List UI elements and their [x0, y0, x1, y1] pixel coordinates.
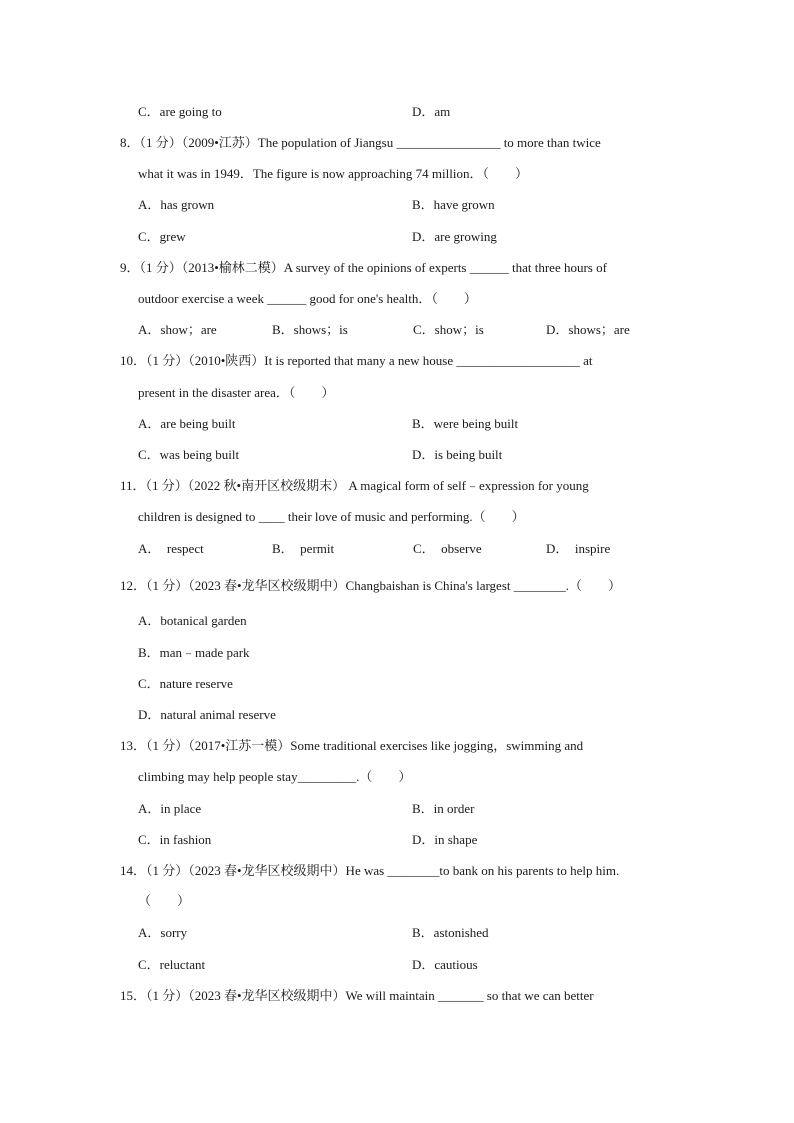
q8-options-cd	[0, 228, 794, 246]
q7-option-c: C．are going to	[138, 104, 222, 119]
q8-stem-2: what it was in 1949．The figure is now approaching 74 million．（ ）	[138, 166, 528, 181]
q10-options-cd	[0, 446, 794, 464]
q9-stem-2: outdoor exercise a week ______ good for one's health．（ ）	[138, 291, 477, 306]
q10-option-b: B．were being built	[412, 416, 519, 431]
q7-options-cd	[0, 103, 794, 121]
q14-option-c: C．reluctant	[138, 957, 206, 972]
q10-stem-2: present in the disaster area．（ ）	[138, 385, 335, 400]
q14-options-ab	[0, 924, 794, 942]
q7-option-d: D．am	[412, 104, 451, 119]
q10-options-ab	[0, 415, 794, 433]
q9-options	[0, 321, 794, 339]
q8-stem-1: 8．（1 分）（2009•江苏）The population of Jiangsu ________________ to more than twice	[120, 135, 601, 150]
q8-option-a: A．has grown	[138, 197, 215, 212]
q8-option-d: D．are growing	[412, 229, 497, 244]
q14-stem-1: 14．（1 分）（2023 春•龙华区校级期中）He was ________to bank on his parents to help him.	[120, 863, 620, 878]
q11-option-a: A． respect	[138, 541, 204, 556]
q13-stem-1: 13．（1 分）（2017•江苏一模）Some traditional exercises like jogging，swimming and	[120, 738, 584, 753]
q8-option-b: B．have grown	[412, 197, 495, 212]
q14-options-cd	[0, 956, 794, 974]
q13-options-ab	[0, 800, 794, 818]
q14-option-d: D．cautious	[412, 957, 478, 972]
q14-answer-parens: （ ）	[138, 893, 191, 908]
q10-stem-1: 10．（1 分）（2010•陕西）It is reported that many a new house ___________________ at	[120, 353, 593, 368]
q10-option-d: D．is being built	[412, 447, 503, 462]
q14-option-a: A．sorry	[138, 925, 188, 940]
q14-option-b: B．astonished	[412, 925, 489, 940]
q11-option-c: C． observe	[413, 541, 482, 556]
q9-option-d: D．shows；are	[546, 322, 630, 337]
q9-option-b: B．shows；is	[272, 322, 348, 337]
q11-stem-2: children is designed to ____ their love of music and performing.（ ）	[138, 509, 525, 524]
q15-stem-1: 15．（1 分）（2023 春•龙华区校级期中）We will maintain _______ so that we can better	[120, 988, 594, 1003]
q9-option-c: C．show；is	[413, 322, 484, 337]
q10-option-c: C．was being built	[138, 447, 240, 462]
q12-option-c: C．nature reserve	[138, 676, 233, 691]
q13-option-b: B．in order	[412, 801, 475, 816]
q11-option-d: D． inspire	[546, 541, 611, 556]
q8-options-ab	[0, 196, 794, 214]
q8-option-c: C．grew	[138, 229, 186, 244]
q12-option-d: D．natural animal reserve	[138, 707, 276, 722]
q11-option-b: B． permit	[272, 541, 335, 556]
q13-options-cd	[0, 831, 794, 849]
q11-options	[0, 540, 794, 558]
q12-option-a: A．botanical garden	[138, 613, 247, 628]
q13-stem-2: climbing may help people stay_________.（ ）	[138, 769, 412, 784]
q13-option-c: C．in fashion	[138, 832, 212, 847]
q10-option-a: A．are being built	[138, 416, 236, 431]
q9-option-a: A．show；are	[138, 322, 217, 337]
q13-option-d: D．in shape	[412, 832, 478, 847]
q13-option-a: A．in place	[138, 801, 202, 816]
q12-option-b: B．man﹣made park	[138, 645, 250, 660]
q11-stem-1: 11．（1 分）（2022 秋•南开区校级期末） A magical form of self﹣expression for young	[120, 478, 589, 493]
q9-stem-1: 9．（1 分）（2013•榆林二模）A survey of the opinions of experts ______ that three hours of	[120, 260, 607, 275]
q12-stem: 12．（1 分）（2023 春•龙华区校级期中）Changbaishan is China's largest ________.（ ）	[120, 578, 621, 593]
